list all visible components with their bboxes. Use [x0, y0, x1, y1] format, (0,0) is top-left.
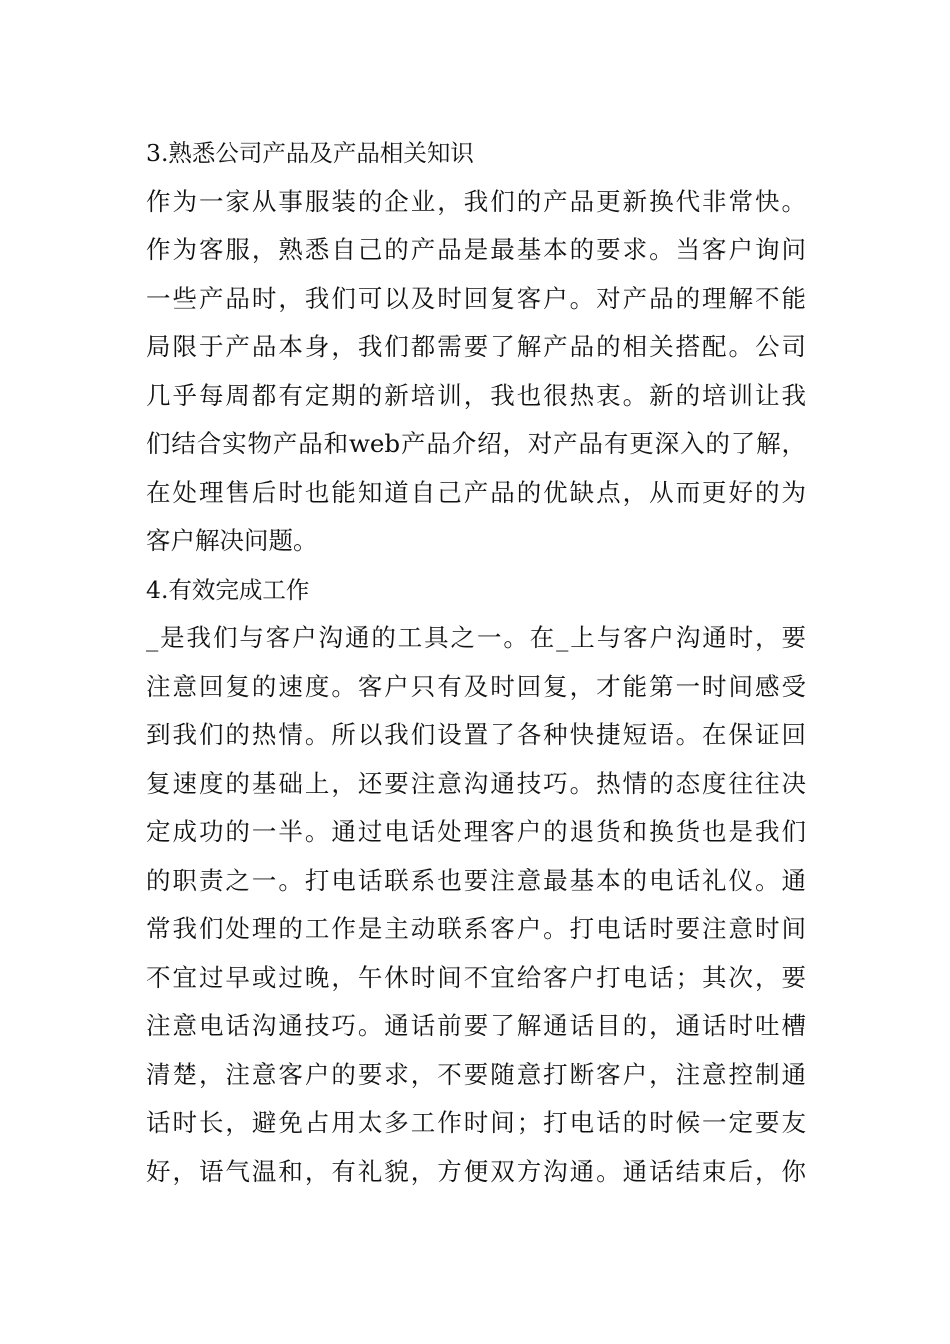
paragraph-line: 几乎每周都有定期的新培训，我也很热衷。新的培训让我 [146, 380, 806, 410]
paragraph-line: 常我们处理的工作是主动联系客户。打电话时要注意时间 [146, 914, 806, 943]
paragraph-line: 作为一家从事服装的企业，我们的产品更新换代非常快。 [146, 186, 806, 216]
paragraph-line: 不宜过早或过晚，午休时间不宜给客户打电话；其次，要 [146, 962, 806, 992]
paragraph-line: 到我们的热情。所以我们设置了各种快捷短语。在保证回 [146, 720, 806, 749]
paragraph-line: 复速度的基础上，还要注意沟通技巧。热情的态度往往决 [146, 768, 806, 798]
paragraph-line: 作为客服，熟悉自己的产品是最基本的要求。当客户询问 [146, 235, 806, 264]
section-heading-4: 4.有效完成工作 [146, 575, 310, 604]
paragraph-line: 好，语气温和，有礼貌，方便双方沟通。通话结束后，你 [146, 1156, 806, 1186]
paragraph-line: 一些产品时，我们可以及时回复客户。对产品的理解不能 [146, 283, 806, 313]
paragraph-line: 注意回复的速度。客户只有及时回复，才能第一时间感受 [146, 671, 806, 701]
paragraph-line: 话时长，避免占用太多工作时间；打电话的时候一定要友 [146, 1108, 806, 1137]
paragraph-line: _是我们与客户沟通的工具之一。在_上与客户沟通时，要 [146, 623, 806, 652]
section-heading-3: 3.熟悉公司产品及产品相关知识 [146, 139, 474, 167]
paragraph-line: 定成功的一半。通过电话处理客户的退货和换货也是我们 [146, 817, 806, 846]
paragraph-line: 的职责之一。打电话联系也要注意最基本的电话礼仪。通 [146, 865, 806, 895]
paragraph-line-end: 客户解决问题。 [146, 526, 318, 555]
paragraph-line: 局限于产品本身，我们都需要了解产品的相关搭配。公司 [146, 332, 806, 361]
paragraph-line: 们结合实物产品和web产品介绍，对产品有更深入的了解， [146, 429, 806, 458]
paragraph-line: 在处理售后时也能知道自己产品的优缺点，从而更好的为 [146, 477, 806, 507]
paragraph-line: 注意电话沟通技巧。通话前要了解通话目的，通话时吐槽 [146, 1011, 806, 1040]
paragraph-line: 清楚，注意客户的要求，不要随意打断客户，注意控制通 [146, 1059, 806, 1089]
document-body [146, 133, 806, 1200]
